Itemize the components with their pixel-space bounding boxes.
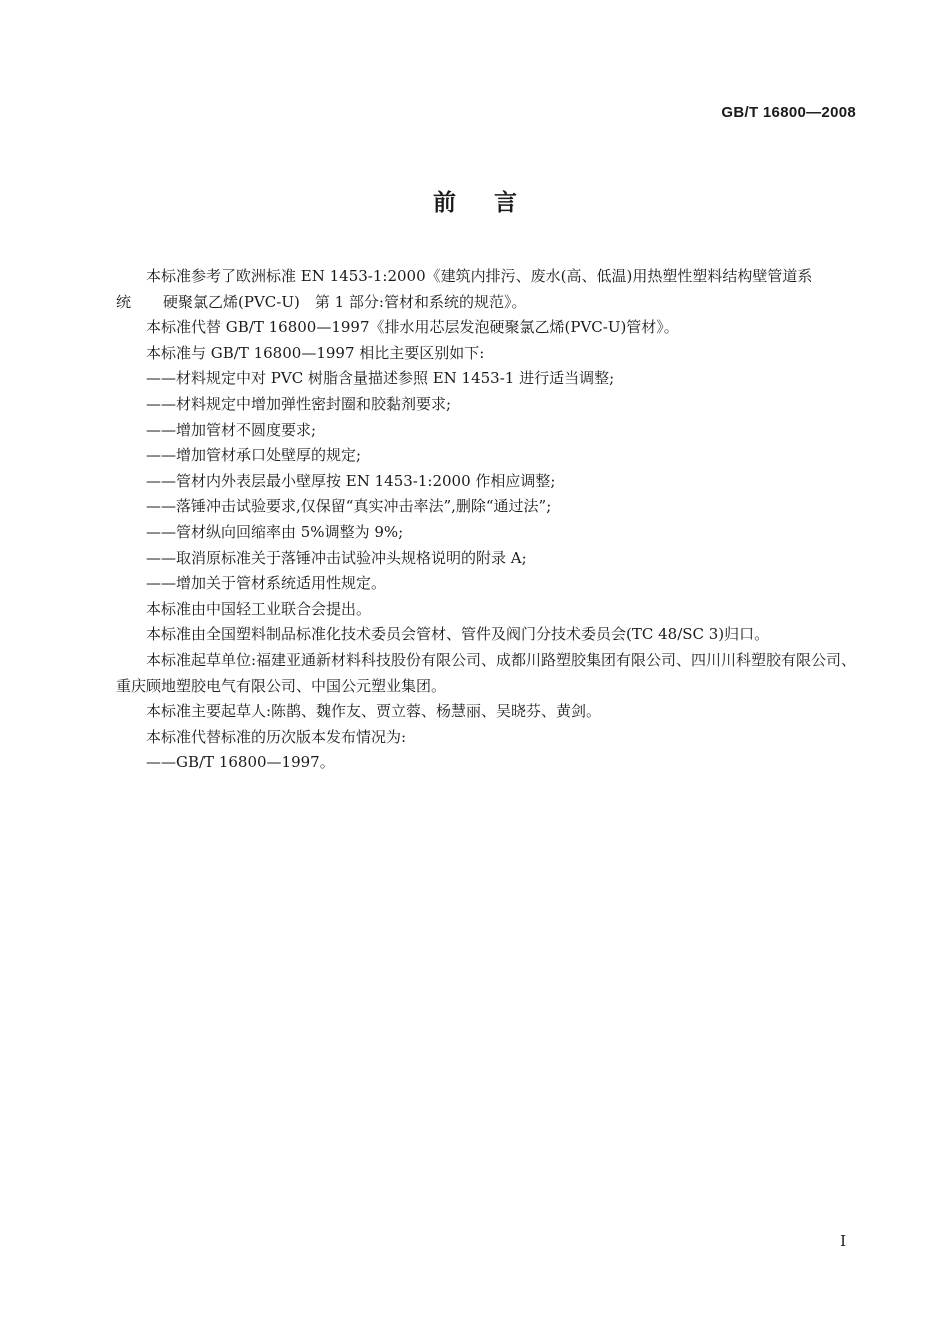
- list-item: ——取消原标准关于落锤冲击试验冲头规格说明的附录 A;: [146, 548, 527, 567]
- paragraph-reference: 本标准参考了欧洲标准 EN 1453-1:2000《建筑内排污、废水(高、低温)用热塑性塑料结构壁管道系: [146, 267, 813, 285]
- standard-code: GB/T 16800—2008: [721, 104, 856, 121]
- page-number: I: [840, 1232, 846, 1250]
- list-item: ——GB/T 16800—1997。: [146, 753, 335, 772]
- paragraph-committee: 本标准由全国塑料制品标准化技术委员会管材、管件及阀门分技术委员会(TC 48/SC 3)归口。: [146, 625, 770, 644]
- list-item: ——材料规定中增加弹性密封圈和胶黏剂要求;: [146, 394, 452, 413]
- paragraph-reference-cont-text: 硬聚氯乙烯(PVC-U) 第 1 部分:管材和系统的规范》。: [163, 292, 527, 311]
- paragraph-drafters: 本标准主要起草人:陈鹊、魏作友、贾立蓉、杨慧丽、吴晓芬、黄剑。: [146, 702, 602, 721]
- list-item: ——管材纵向回缩率由 5%调整为 9%;: [146, 522, 404, 541]
- list-item: ——材料规定中对 PVC 树脂含量描述参照 EN 1453-1 进行适当调整;: [146, 369, 615, 388]
- paragraph-history: 本标准代替标准的历次版本发布情况为:: [146, 727, 407, 746]
- list-item: ——管材内外表层最小壁厚按 EN 1453-1:2000 作相应调整;: [146, 471, 556, 490]
- list-item: ——增加关于管材系统适用性规定。: [146, 574, 387, 593]
- paragraph-differences: 本标准与 GB/T 16800—1997 相比主要区别如下:: [146, 343, 485, 362]
- list-item: ——落锤冲击试验要求,仅保留“真实冲击率法”,删除“通过法”;: [146, 497, 552, 516]
- list-item: ——增加管材承口处壁厚的规定;: [146, 446, 362, 465]
- paragraph-drafting-units: 本标准起草单位:福建亚通新材料科技股份有限公司、成都川路塑胶集团有限公司、四川川科塑胶有限公司、重庆顾地塑胶电气有限公司、中国公元塑业集团。: [116, 650, 857, 695]
- list-item: ——增加管材不圆度要求;: [146, 420, 317, 439]
- paragraph-replaces: 本标准代替 GB/T 16800—1997《排水用芯层发泡硬聚氯乙烯(PVC-U)管材》。: [146, 318, 679, 337]
- paragraph-reference-cont: [116, 290, 858, 316]
- page-title: 前言: [433, 190, 555, 216]
- foreword-body: [116, 264, 858, 776]
- paragraph-reference-tail: 统: [116, 292, 132, 311]
- paragraph-proposer: 本标准由中国轻工业联合会提出。: [146, 599, 372, 618]
